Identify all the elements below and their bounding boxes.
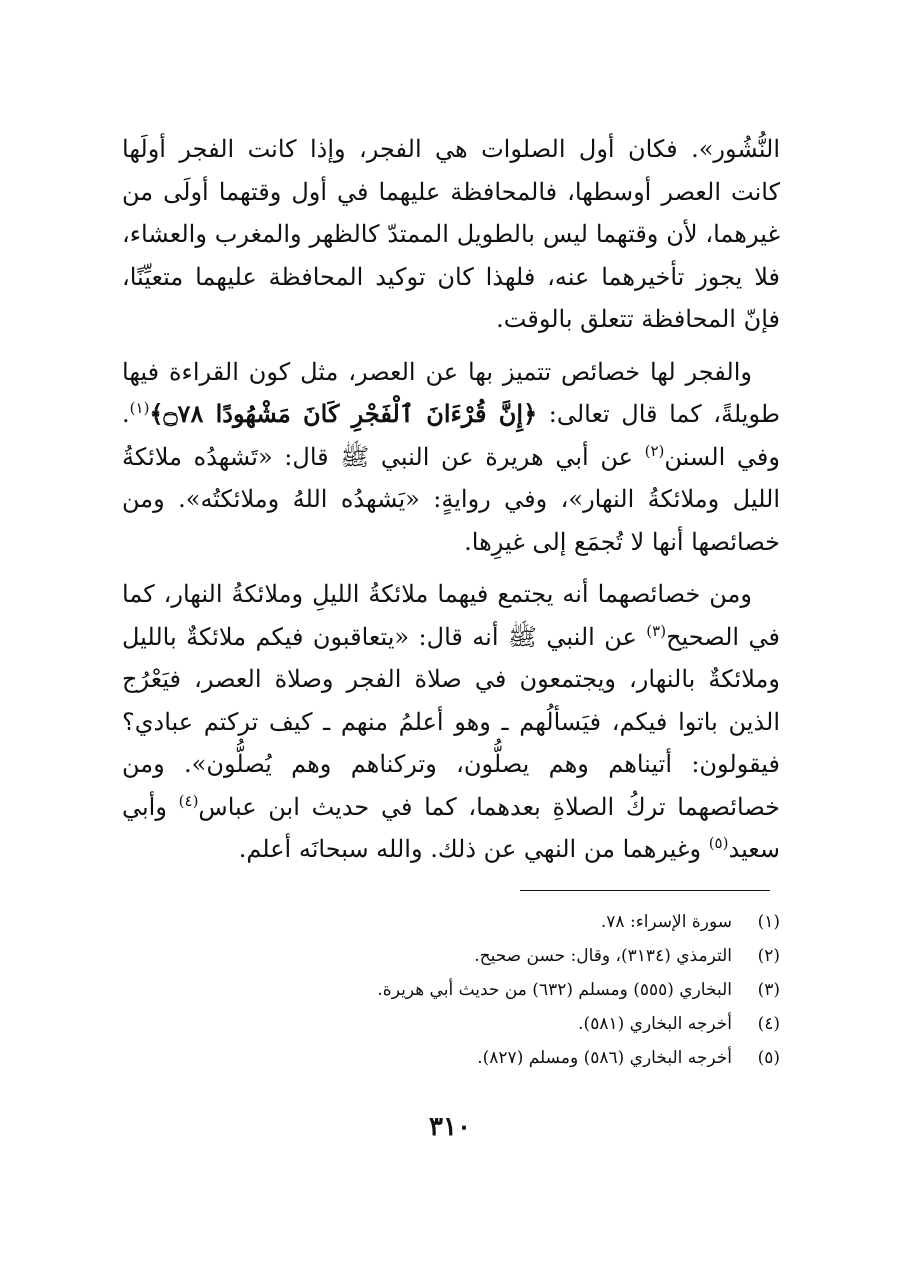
footnote-text: سورة الإسراء: ٧٨.	[600, 912, 732, 932]
footnote-number: (٣)	[757, 980, 780, 1000]
paragraph-3-part-a: ومن خصائصهما أنه يجتمع فيهما ملائكةُ الليلِ وملائكةُ النهار، كما في الصحيح	[122, 580, 780, 651]
footnote-number: (٥)	[757, 1048, 780, 1068]
footnote-item	[122, 1007, 780, 1041]
footnote-text: البخاري (٥٥٥) ومسلم (٦٣٢) من حديث أبي هريرة.	[377, 980, 732, 1000]
page-number: ٣١٠	[429, 1112, 471, 1142]
footnote-ref-4: (٤)	[178, 791, 199, 810]
paragraph-2	[122, 351, 780, 564]
footnote-item	[122, 973, 780, 1007]
footnote-number: (٤)	[757, 1014, 780, 1034]
footnote-item	[122, 1041, 780, 1075]
footnote-ref-3: (٣)	[646, 621, 667, 640]
footnote-text: الترمذي (٣١٣٤)، وقال: حسن صحيح.	[474, 946, 732, 966]
footnote-text: أخرجه البخاري (٥٨١).	[578, 1014, 732, 1034]
quran-verse: ﴿إِنَّ قُرْءَانَ ٱلْفَجْرِ كَانَ مَشْهُودًا ۝٧٨﴾	[149, 399, 538, 428]
footnote-ref-5: (٥)	[708, 834, 729, 852]
footnote-ref-2: (٢)	[644, 441, 665, 460]
paragraph-1: النُّشُور». فكان أول الصلوات هي الفجر، وإذا كانت الفجر أولَها كانت العصر أوسطها، فالمحافظة عليهما في أول وقتهما أولَى من غيرهما، لأن وقتهما ليس بالطويل الممتدّ كالظهر والمغرب والعشاء، فلا يجوز تأخيرهما عنه، فلهذا كان توكيد المحافظة عليهما متعيِّنًا، فإنّ المحافظة تتعلق بالوقت.	[122, 135, 781, 333]
footnote-divider	[520, 890, 770, 891]
paragraph-3-part-c: وأبي سعيد	[122, 792, 780, 863]
paragraph-3-part-b: عن النبي ﷺ أنه قال: «يتعاقبون فيكم ملائكةٌ بالليل وملائكةٌ بالنهار، ويجتمعون في صلاة الفجر وصلاة العصر، فيَعْرُج الذين باتوا فيكم، فيَسألُهم ـ وهو أعلمُ منهم ـ كيف تركتم عبادي؟ فيقولون: أتيناهم وهم يصلُّون، وتركناهم وهم يُصلُّون». ومن خصائصهما تركُ الصلاةِ بعدهما، كما في حديث ابن عباس	[122, 622, 781, 821]
footnotes-list	[122, 905, 780, 1075]
paragraph-3	[122, 573, 780, 871]
paragraph-2-part-c: عن أبي هريرة عن النبي ﷺ قال: «تَشهدُه ملائكةُ الليل وملائكةُ النهار»، وفي روايةٍ: «يَشهدُه اللهُ وملائكتُه». ومن خصائصها أنها لا تُجمَع إلى غيرِها.	[122, 442, 780, 556]
paragraph-2-part-b: . وفي السنن	[122, 400, 780, 471]
paragraph-3-part-d: وغيرهما من النهي عن ذلك. والله سبحانَه أعلم.	[238, 835, 702, 863]
footnote-item	[122, 905, 780, 939]
footnote-number: (١)	[757, 912, 780, 932]
footnote-item	[122, 939, 780, 973]
footnote-ref-1: (١)	[129, 399, 150, 417]
footnote-text: أخرجه البخاري (٥٨٦) ومسلم (٨٢٧).	[477, 1048, 732, 1068]
footnote-number: (٢)	[757, 946, 780, 966]
paragraph-2-part-a: والفجر لها خصائص تتميز بها عن العصر، مثل كون القراءة فيها طويلةً، كما قال تعالى:	[122, 357, 780, 428]
main-text	[122, 128, 780, 881]
